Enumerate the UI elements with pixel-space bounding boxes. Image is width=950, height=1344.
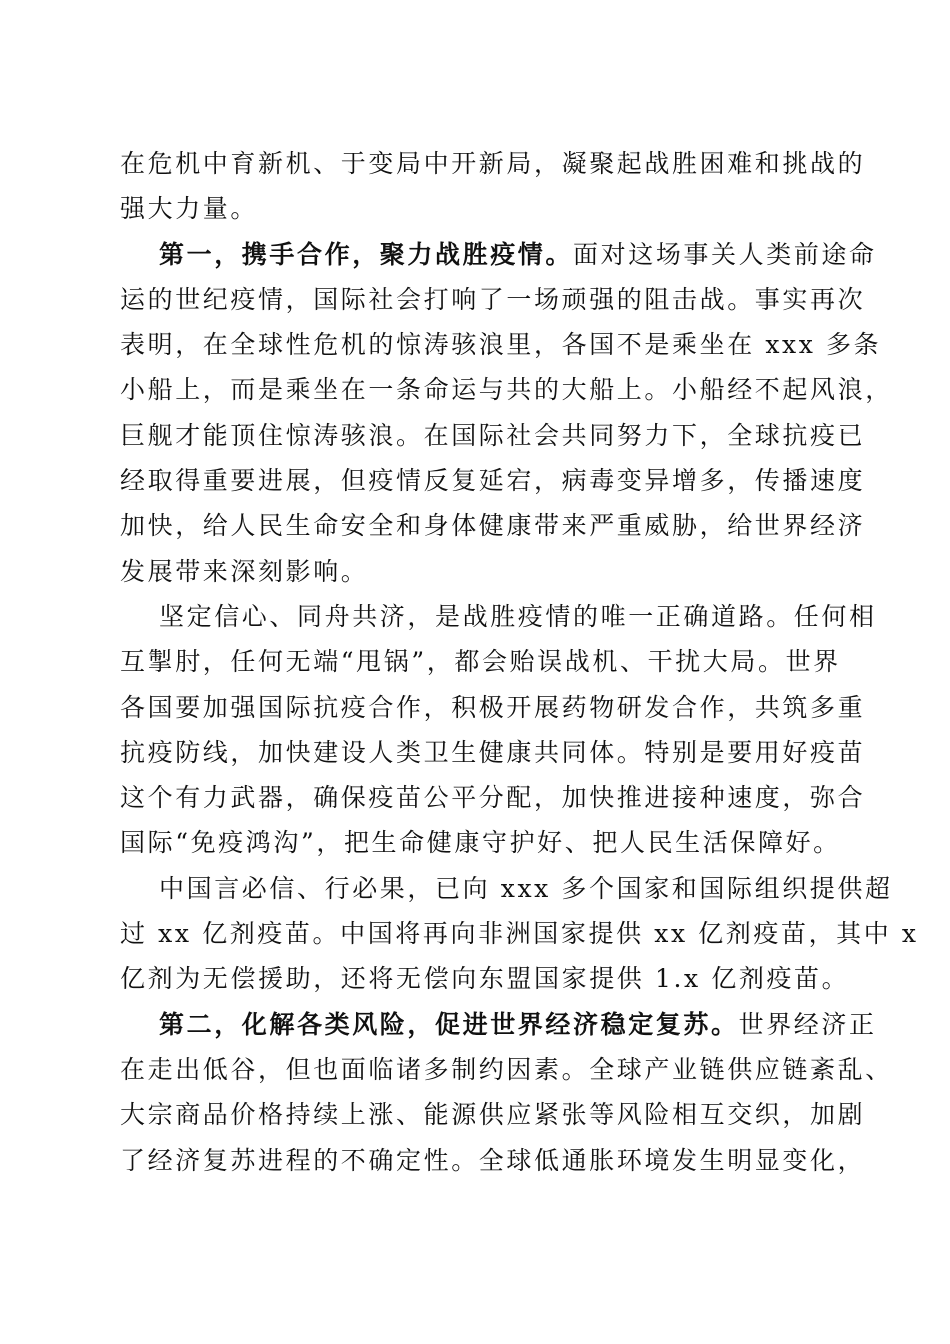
text-line: 这个有力武器，确保疫苗公平分配，加快推进接种速度，弥合 [120, 783, 866, 813]
text-line: 坚定信心、同舟共济，是战胜疫情的唯一正确道路。任何相 [159, 601, 877, 631]
text-run: 世界经济正 [738, 1009, 877, 1039]
text-line: 经取得重要进展，但疫情反复延宕，病毒变异增多，传播速度 [120, 466, 866, 496]
text-line: 加快，给人民生命安全和身体健康带来严重威胁，给世界经济 [120, 511, 866, 541]
text-line [120, 232, 877, 277]
text-line: 巨舰才能顶住惊涛骇浪。在国际社会共同努力下，全球抗疫已 [120, 420, 866, 450]
text-line: 过 xx 亿剂疫苗。中国将再向非洲国家提供 xx 亿剂疫苗，其中 x [120, 919, 919, 949]
text-line: 国际“免疫鸿沟”，把生命健康守护好、把人民生活保障好。 [120, 828, 841, 858]
paragraph-2 [120, 232, 893, 594]
text-line: 发展带来深刻影响。 [120, 556, 369, 586]
text-line [120, 1002, 877, 1047]
text-line: 运的世纪疫情，国际社会打响了一场顽强的阻击战。事实再次 [120, 284, 866, 314]
paragraph-4 [120, 866, 919, 1002]
document-page [120, 141, 919, 1183]
text-line: 在走出低谷，但也面临诸多制约因素。全球产业链供应链紊乱、 [120, 1054, 893, 1084]
text-line: 抗疫防线，加快建设人类卫生健康共同体。特别是要用好疫苗 [120, 737, 866, 767]
text-line: 在危机中育新机、于变局中开新局，凝聚起战胜困难和挑战的 [120, 149, 866, 178]
text-line: 表明，在全球性危机的惊涛骇浪里，各国不是乘坐在 xxx 多条 [120, 330, 882, 360]
text-line: 中国言必信、行必果，已向 xxx 多个国家和国际组织提供超 [159, 873, 893, 903]
text-line: 各国要加强国际抗疫合作，积极开展药物研发合作，共筑多重 [120, 692, 866, 722]
text-line: 小船上，而是乘坐在一条命运与共的大船上。小船经不起风浪， [120, 375, 893, 405]
text-line: 强大力量。 [120, 194, 259, 224]
paragraph-5 [120, 1002, 893, 1183]
paragraph-3 [120, 594, 877, 866]
text-line: 了经济复苏进程的不确定性。全球低通胀环境发生明显变化， [120, 1145, 866, 1175]
paragraph-1 [120, 141, 866, 232]
text-line: 互掣肘，任何无端“甩锅”，都会贻误战机、干扰大局。世界 [120, 647, 841, 677]
text-run: 面对这场事关人类前途命 [573, 239, 877, 269]
section-heading: 第一，携手合作，聚力战胜疫情。 [159, 239, 574, 269]
text-line: 大宗商品价格持续上涨、能源供应紧张等风险相互交织，加剧 [120, 1100, 866, 1130]
text-line: 亿剂为无偿援助，还将无偿向东盟国家提供 1.x 亿剂疫苗。 [120, 964, 850, 994]
section-heading: 第二，化解各类风险，促进世界经济稳定复苏。 [159, 1009, 739, 1039]
